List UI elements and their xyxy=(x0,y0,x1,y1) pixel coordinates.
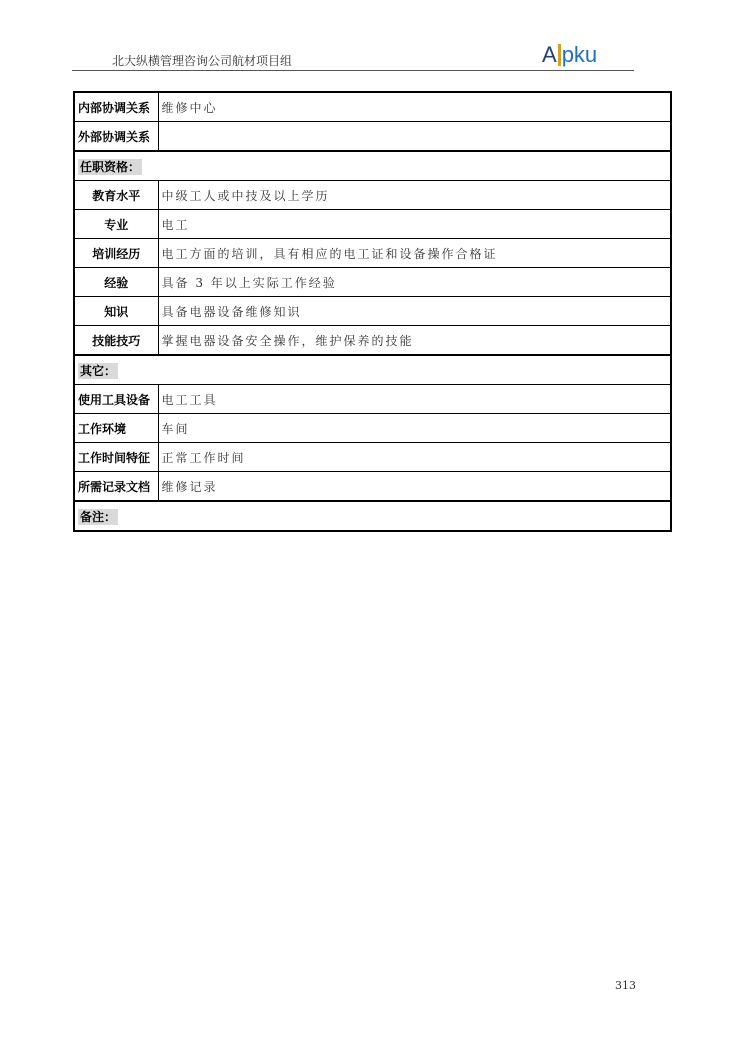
section-row-other xyxy=(74,355,671,385)
company-logo xyxy=(542,40,634,68)
row-label: 所需记录文档 xyxy=(74,472,158,502)
logo-letter: A xyxy=(542,42,557,67)
row-value: 电工工具 xyxy=(158,385,671,414)
row-value: 车间 xyxy=(158,414,671,443)
row-label: 教育水平 xyxy=(74,181,158,210)
header-divider xyxy=(72,70,634,71)
row-label: 使用工具设备 xyxy=(74,385,158,414)
section-heading-other xyxy=(74,355,671,385)
row-value xyxy=(158,122,671,152)
section-heading-qualifications xyxy=(74,151,671,181)
row-label: 技能技巧 xyxy=(74,326,158,356)
row-value: 具备电器设备维修知识 xyxy=(158,297,671,326)
table-row xyxy=(74,122,671,152)
table-row xyxy=(74,472,671,502)
row-value: 电工 xyxy=(158,210,671,239)
logo-bar-icon xyxy=(558,44,561,66)
row-value: 电工方面的培训，具有相应的电工证和设备操作合格证 xyxy=(158,239,671,268)
table-row xyxy=(74,210,671,239)
section-row-qualifications xyxy=(74,151,671,181)
row-label: 工作环境 xyxy=(74,414,158,443)
section-row-notes xyxy=(74,501,671,531)
table-row xyxy=(74,414,671,443)
row-value: 中级工人或中技及以上学历 xyxy=(158,181,671,210)
row-label: 培训经历 xyxy=(74,239,158,268)
section-heading-notes xyxy=(74,501,671,531)
section-heading-text: 其它： xyxy=(80,363,117,378)
header-company-text: 北大纵横管理咨询公司航材项目组 xyxy=(112,54,293,68)
table-row xyxy=(74,239,671,268)
section-heading-text: 任职资格： xyxy=(80,159,141,174)
page-number: 313 xyxy=(615,979,636,992)
row-value: 维修中心 xyxy=(158,92,671,122)
row-value: 具备 3 年以上实际工作经验 xyxy=(158,268,671,297)
section-heading-text: 备注： xyxy=(80,509,117,524)
row-label: 工作时间特征 xyxy=(74,443,158,472)
row-value: 掌握电器设备安全操作，维护保养的技能 xyxy=(158,326,671,356)
row-label: 外部协调关系 xyxy=(74,122,158,152)
row-label: 知识 xyxy=(74,297,158,326)
table-row xyxy=(74,297,671,326)
table-row xyxy=(74,92,671,122)
table-row xyxy=(74,268,671,297)
row-label: 专业 xyxy=(74,210,158,239)
row-value: 维修记录 xyxy=(158,472,671,502)
row-value: 正常工作时间 xyxy=(158,443,671,472)
table-row xyxy=(74,443,671,472)
row-label: 内部协调关系 xyxy=(74,92,158,122)
table-row xyxy=(74,385,671,414)
job-description-table xyxy=(73,91,672,532)
table-row xyxy=(74,326,671,356)
table-row xyxy=(74,181,671,210)
row-label: 经验 xyxy=(74,268,158,297)
logo-suffix: pku xyxy=(561,42,598,67)
